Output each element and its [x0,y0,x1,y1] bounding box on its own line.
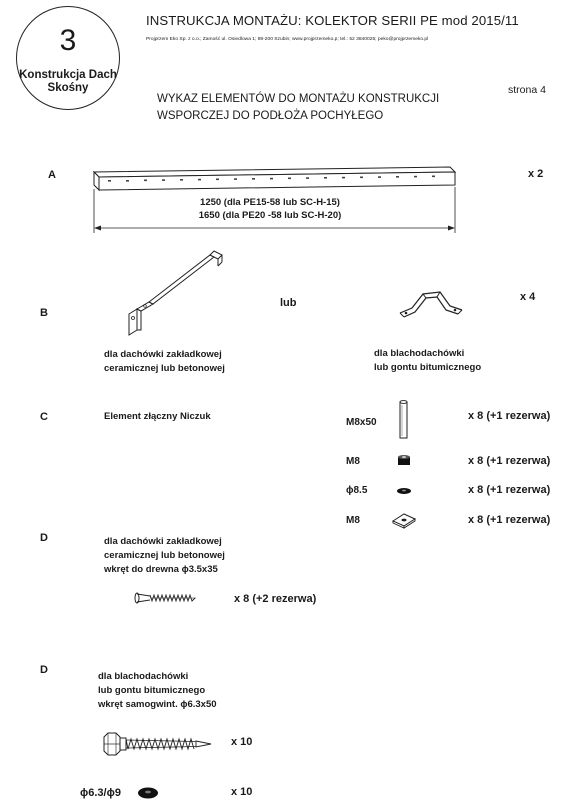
section-b-quantity: x 4 [520,291,536,303]
rail-length-pe20: 1650 (dla PE20 -58 lub SC-H-20) [198,210,342,221]
section-a-quantity: x 2 [528,168,544,180]
sealing-washer-quantity: x 10 [231,786,253,798]
self-tapping-screw-caption-line2: lub gontu bitumicznego [98,685,206,696]
bracket-metal-caption-line1: dla blachodachówki [374,348,465,359]
section-c-label: C [40,411,48,423]
bracket-metal-caption-line2: lub gontu bitumicznego [374,362,482,373]
self-tapping-screw-caption-line1: dla blachodachówki [98,671,189,682]
section-name-line1: Konstrukcja Dach [19,69,117,81]
hook-tile-caption-line2: ceramicznej lub betonowej [104,363,225,374]
connector-title: Element złączny Niczuk [104,411,211,422]
self-tapping-screw-quantity: x 10 [231,736,253,748]
section-d1-label: D [40,532,48,544]
washer-size: ɸ8.5 [346,485,368,496]
rail-length-pe15: 1250 (dla PE15-58 lub SC-H-15) [200,197,340,208]
section-d2-label: D [40,664,48,676]
nut-quantity: x 8 (+1 rezerwa) [468,455,551,467]
page-number: strona 4 [508,84,546,96]
list-heading-line2: WSPORCZEJ DO PODŁOŻA POCHYŁEGO [157,110,384,122]
or-label: lub [280,297,297,309]
section-a-label: A [48,169,56,181]
section-name-line2: Skośny [47,82,89,94]
washer-quantity: x 8 (+1 rezerwa) [468,484,551,496]
wood-screw-caption-line3: wkręt do drewna ɸ3.5x35 [104,564,218,575]
bolt-quantity: x 8 (+1 rezerwa) [468,410,551,422]
hook-tile-caption-line1: dla dachówki zakładkowej [104,349,222,360]
self-tapping-screw-caption-line3: wkręt samogwint. ɸ6.3x50 [98,699,217,710]
section-b-label: B [40,307,48,319]
nut-size: M8 [346,456,360,467]
wood-screw-caption-line1: dla dachówki zakładkowej [104,536,222,547]
wood-screw-quantity: x 8 (+2 rezerwa) [234,593,317,605]
document-title: INSTRUKCJA MONTAŻU: KOLEKTOR SERII PE mod 2015/11 [146,13,519,28]
list-heading-line1: WYKAZ ELEMENTÓW DO MONTAŻU KONSTRUKCJI [157,93,440,105]
section-number: 3 [59,24,77,57]
square-nut-size: M8 [346,515,360,526]
wood-screw-caption-line2: ceramicznej lub betonowej [104,550,225,561]
sealing-washer-size: ɸ6.3/ɸ9 [80,787,121,799]
company-info: Projprzem Eko Sp. z o.o.; Zamość ul. Osiedlowa 1; 89-200 Szubin; www.projprzemeko.p; tel.: 52 3840025; peko@projprzemeko.pl [146,37,429,42]
bolt-size: M8x50 [346,417,377,428]
square-nut-quantity: x 8 (+1 rezerwa) [468,514,551,526]
